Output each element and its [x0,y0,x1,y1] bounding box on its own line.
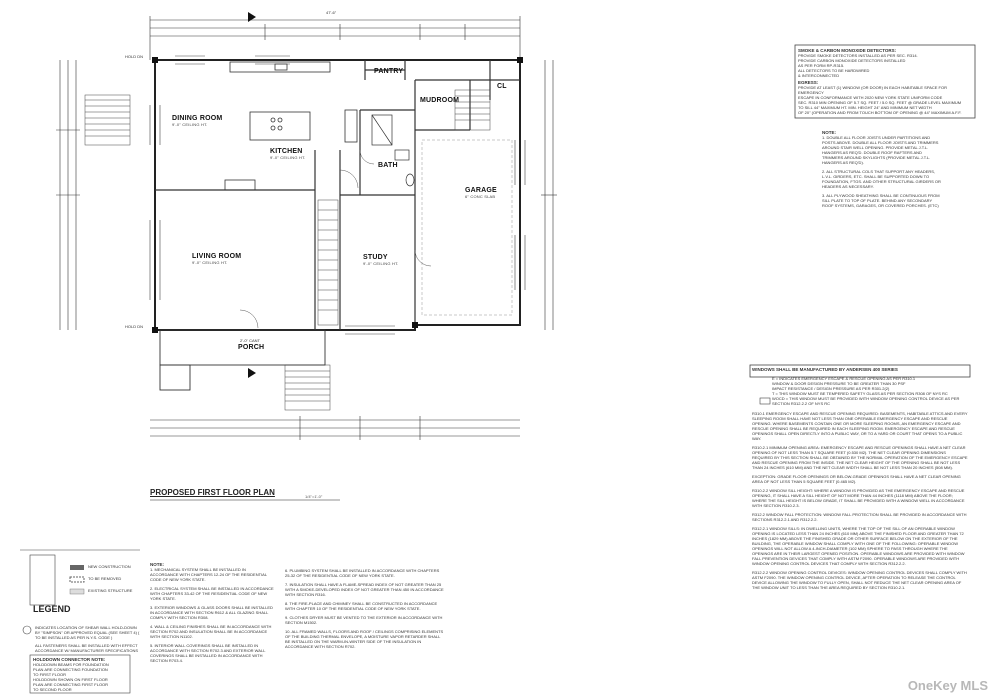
kitchen-fixtures [225,62,357,190]
legend-hold-note [35,625,140,653]
connector-note [33,657,128,692]
general-note-item: 5. INTERIOR WALL COVERINGS SHALL BE INSTALLED IN ACCORDANCE WITH SECTION R702.3 AND EXTERIOR WALL COVERINGS SHALL BE INSTALLED IN ACCORDANCE WITH SECTION R703.4. [150,643,266,663]
room-closet-label: CL [497,83,507,90]
room-bath [378,162,398,169]
porch-cant-note: 2'-0" CANT [240,338,260,343]
connector-line: PLAN ARE CONNECTING FIRST FLOOR [33,682,109,687]
connector-line: HOLDDOWN SHOWN ON FIRST FLOOR [33,677,108,682]
room-pantry-label: PANTRY [374,68,404,75]
general-notes-left [150,562,275,667]
hold-down-label-top: HOLD DN [125,54,144,59]
room-bath-label: BATH [378,162,398,169]
structural-notes [822,130,942,212]
egress-line: SEC. R310 MIN OPENING OF 5.7 SQ. FEET / 5.0 SQ. FEET @ GRADE LEVEL MAXIMUM [798,100,962,105]
general-note-item: 9. CLOTHES DRYER MUST BE VENTED TO THE EXTERIOR IN ACCORDANCE WITH SECTION M1502. [285,615,443,625]
legend-items [88,564,132,593]
room-kitchen [270,148,306,160]
windows-paragraph: R312.2.1 WINDOW SILLS: IN DWELLING UNITS, WHERE THE TOP OF THE SILL OF AN OPERABLE WINDOW OPENING IS LOCATED LESS THAN 24 INCHES (610 MM) ABOVE THE FINISHED FLOOR AND GREATER THAN 72 INCHES (1829 MM) ABOVE THE FINISHED GRADE OR OTHER SURFACE BELOW ON THE EXTERIOR OF THE BUILDING, THE OPERABLE WINDOW SHALL COMPLY WITH ONE OF THE FOLLOWING: OPERABLE WINDOW OPENINGS WILL NOT ALLOW A 4-INCH-DIAMETER (102 MM) SPHERE TO PASS THROUGH WHERE THE OPENINGS ARE IN THEIR LARGEST OPENED POSITION. OPERABLE WINDOWS ARE PROVIDED WITH WINDOW FALL PREVENTION DEVICES THAT COMPLY WITH ASTM F2090. OPERABLE WINDOWS ARE PROVIDED WITH WINDOW OPENING CONTROL DEVICES THAT COMPLY WITH SECTION R312.2.2. [752,526,965,566]
connector-line: TO FIRST FLOOR [33,672,66,677]
room-porch-label: PORCH [238,344,265,351]
legend-item-new: NEW CONSTRUCTION [88,564,131,569]
smoke-header: SMOKE & CARBON MONOXIDE DETECTORS: [798,48,897,53]
windows-legend-item: WINDOW & DOOR DESIGN PRESSURE TO BE GREATER THAN 30 PSF [772,381,906,386]
room-kitchen-ceiling: 9'-0" CEILING HT. [270,155,306,160]
room-living [192,253,241,265]
door-swings [240,150,431,328]
structural-note-item: 2. ALL STRUCTURAL COLS THAT SUPPORT ANY HEADERS, L.V.L. GIRDERS, ETC. SHALL BE SUPPORTED DOWN TO FOUNDATION, FTGS. AND OTHER STRUCTURAL GIRDERS OR HEADERS AS NECESSARY. [822,169,941,189]
connector-header: HOLDDOWN CONNECTOR NOTE: [33,657,106,662]
room-dining-ceiling: 9'-0" CEILING HT. [172,122,208,127]
windows-legend [752,376,968,406]
connector-line: PLAN ARE CONNECTING FOUNDATION [33,667,108,672]
general-note-item: 1. MECHANICAL SYSTEM SHALL BE INSTALLED IN ACCORDANCE WITH CHAPTERS 12-24 OF THE RESIDENTIAL CODE OF NEW YORK STATE. [150,567,267,582]
general-note-item: 7. INSULATION SHALL HAVE A FLAME-SPREAD INDEX OF NOT GREATER THAN 25 WITH A SMOKE-DEVELOPED INDEX OF NOT GREATER THAN 450 IN ACCORDANCE WITH SECTION R316. [285,582,444,597]
general-note-item: 8. THE FIRE-PLACE AND CHIMNEY SHALL BE CONSTRUCTED IN ACCORDANCE WITH CHAPTER 10 OF THE RESIDENTIAL CODE OF NEW YORK STATE. [285,601,438,611]
garage-slab-note: 6" CONC SLAB [465,194,496,199]
windows-legend-item: IMPACT RESISTANCE / DESIGN PRESSURE AS PER R301.2(2) [772,386,890,391]
connector-line: HOLDDOWN BEAMS FOR FOUNDATION [33,662,109,667]
egress-header: EGRESS: [798,80,819,85]
legend-item-existing: EXISTING STRUCTURE [88,588,133,593]
room-study-ceiling: 9'-0" CEILING HT. [363,261,399,266]
room-pantry [374,68,403,75]
porch-stairs [285,365,330,410]
smoke-detector-notes [798,48,973,115]
windows-legend-item: WOCD = THIS WINDOW MUST BE PROVIDED WITH WINDOW OPENING CONTROL DEVICE AS PER SECTION R312.2.2 OF NYS RC [772,396,960,406]
general-note-item: 10. ALL FRAMED WALLS, FLOORS AND ROOF / CEILINGS COMPRISING ELEMENTS OF THE BUILDING THERMAL ENVELOPE, A MOISTURE VAPOR RETARDER SHALL BE INSTALLED ON THE WARM-IN-WINTER SIDE OF THE INSULATION IN ACCORDANCE WITH SECTION R702. [285,629,444,649]
egress-line: TO SILL 44" MAXIMUM HT. MIN. HEIGHT 24" AND MINIMUM NET WIDTH [798,105,932,110]
windows-paragraphs [752,411,968,590]
windows-header: WINDOWS SHALL BE MANUFACTURED BY ANDERSEN 400 SERIES [752,367,898,372]
room-study-label: STUDY [363,254,388,261]
smoke-line: PROVIDE SMOKE DETECTORS INSTALLED AS PER SEC. R314. [798,53,918,58]
structural-note-item: 3. ALL PLYWOOD SHEATHING SHALL BE CONTINUOUS FROM SILL PLATE TO TOP OF PLATE. BEHIND ANY SECONDARY ROOF SYSTEMS, GARAGES, OR COVERED PORCHES. (ETC) [822,193,940,208]
room-porch [238,344,264,351]
smoke-line: & INTERCONNECTED [798,73,840,78]
general-note-item: 4. WALL & CEILING FINISHES SHALL BE IN ACCORDANCE WITH SECTION R702 AND INSULATION SHALL BE IN ACCORDANCE WITH SECTION N1102. [150,624,272,639]
smoke-line: ALL DETECTORS TO BE HARDWIRED [798,68,870,73]
room-closet [497,83,507,90]
room-garage-label: GARAGE [465,187,497,194]
room-living-label: LIVING ROOM [192,253,242,260]
interior-stairs [318,200,338,325]
windows-paragraph: R310.2.1 MINIMUM OPENING AREA: EMERGENCY ESCAPE AND RESCUE OPENINGS SHALL HAVE A NET CLEAR OPENING OF NOT LESS THAN 5.7 SQUARE FEET (0.530 M2). THE NET CLEAR OPENING DIMENSIONS REQUIRED BY THIS SECTION SHALL BE OBTAINED BY THE NORMAL OPERATION OF THE EMERGENCY ESCAPE AND RESCUE OPENING FROM THE INSIDE. THE NET CLEAR HEIGHT OF THE OPENING SHALL BE NOT LESS THAN 24 INCHES (610 MM) AND THE NET CLEAR WIDTH SHALL BE NOT LESS THAN 20 INCHES (508 MM). [752,445,968,470]
windows-paragraph: R312.2 WINDOW FALL PROTECTION: WINDOW FALL PROTECTION SHALL BE PROVIDED IN ACCORDANCE WITH SECTIONS R312.2.1 AND R312.2.2. [752,512,967,522]
connector-line: TO SECOND FLOOR [33,687,72,692]
room-living-ceiling: 9'-0" CEILING HT. [192,260,228,265]
hold-down-label-bottom: HOLD DN [125,324,144,329]
windows-paragraph: R312.2.2 WINDOW OPENING CONTROL DEVICES: WINDOW OPENING CONTROL DEVICES SHALL COMPLY WITH ASTM F2090. THE WINDOW OPENING CONTROL DEVICE, AFTER OPERATION TO RELEASE THE CONTROL DEVICE ALLOWING THE WINDOW TO FULLY OPEN, SHALL NOT REDUCE THE NET CLEAR OPENING AREA OF THE WINDOW UNIT TO LESS THAN THE AREA REQUIRED BY SECTION R310.2.1. [752,570,967,590]
legend-item-remove: TO BE REMOVED [88,576,122,581]
watermark-logo: OneKey MLS [907,678,988,693]
egress-line: OF 20" (OPERATION AND FROM TOUCH BOTTOM OF OPENING @ 44" MAXIMUM A.F.F. [798,110,962,115]
garage-hatch [422,140,512,315]
egress-line: PROVIDE AT LEAST (1) WINDOW (OR DOOR) IN EACH HABITABLE SPACE FOR EMERGENCY [798,85,947,95]
room-dining [172,115,222,127]
general-notes-right [285,568,445,653]
windows-notes [752,367,968,594]
egress-line: ESCAPE IN CONFORMANCE WITH 2020 NEW YORK STATE UNIFORM CODE [798,95,943,100]
windows-legend-item: E = INDICATES EMERGENCY ESCAPE & RESCUE OPENING AS PER R310.1 [772,376,916,381]
windows-paragraph: R310.1 EMERGENCY ESCAPE AND RESCUE OPENING REQUIRED: BASEMENTS, HABITABLE ATTICS AND EVERY SLEEPING ROOM SHALL HAVE NOT LESS THAN ONE OPERABLE EMERGENCY ESCAPE AND RESCUE OPENING. WHERE BASEMENTS CONTAIN ONE OR MORE SLEEPING ROOMS, AN EMERGENCY ESCAPE AND RESCUE OPENING SHALL BE REQUIRED IN EACH SLEEPING ROOM. EMERGENCY ESCAPE AND RESCUE OPENINGS SHALL OPEN DIRECTLY INTO A PUBLIC WAY, OR TO A YARD OR COURT THAT OPENS TO A PUBLIC WAY. [752,411,968,441]
room-study [363,254,399,266]
windows-paragraph: EXCEPTION: GRADE FLOOR OPENINGS OR BELOW-GRADE OPENINGS SHALL HAVE A NET CLEAR OPENING AREA OF NOT LESS THAN 5 SQUARE FEET (0.465 M2). [752,474,961,484]
hold-down-description: INDICATES LOCATION OF SHEAR WALL HOLD-DOWN BY "SIMPSON" OR APPROVED EQUAL (SEE SHEET 4) ( TO BE INSTALLED AS PER N.Y.S. CODE ) [35,625,140,640]
section-markers [248,12,256,378]
plan-scale: 1/4"=1'-0" [305,494,323,499]
exterior-stairs-right [455,90,490,130]
general-notes-header: NOTE: [150,562,164,567]
general-note-item: 6. PLUMBING SYSTEM SHALL BE INSTALLED IN ACCORDANCE WITH CHAPTERS 25-32 OF THE RESIDENTIAL CODE OF NEW YORK STATE. [285,568,440,578]
room-dining-label: DINING ROOM [172,115,223,122]
structural-note-item: 1. DOUBLE ALL FLOOR JOISTS UNDER PARTITIONS AND POSTS ABOVE. DOUBLE ALL FLOOR JOISTS AND TRIMMERS AROUND STAIR WELL OPENING. PROVIDE METAL J.T.L. HANGERS AS REQ'D. DOUBLE ROOF RAFTERS AND TRIMMERS AROUND SKYLIGHTS (PROVIDE METAL J.T.L. HANGERS AS REQ'D). [822,135,939,165]
smoke-line: AS PER FORM RP-R315. [798,63,845,68]
exterior-stairs-left [85,95,130,145]
bath-fixtures [372,115,414,186]
room-garage [465,187,497,199]
room-mudroom [420,97,459,104]
general-note-item: 2. ELECTRICAL SYSTEM SHALL BE INSTALLED IN ACCORDANCE WITH CHAPTERS 33-42 OF THE RESIDENTIAL CODE OF NEW YORK STATE. [150,586,274,601]
fastener-description: ALL FASTENERS SHALL BE INSTALLED WITH EFFECT ACCORDANCE W/ MANUFACTURER SPECIFICATIONS [35,643,139,653]
windows-legend-item: T = THIS WINDOW MUST BE TEMPERED SAFETY GLASS AS PER SECTION R308 OF NYS RC [772,391,948,396]
plan-title: PROPOSED FIRST FLOOR PLAN [150,488,275,497]
room-kitchen-label: KITCHEN [270,148,303,155]
legend-title: LEGEND [33,604,71,614]
room-mudroom-label: MUDROOM [420,97,460,104]
structural-notes-header: NOTE: [822,130,836,135]
general-note-item: 3. EXTERIOR WINDOWS & GLASS DOORS SHALL BE INSTALLED IN ACCORDANCE WITH SECTION R612 & ALL GLAZING SHALL COMPLY WITH SECTION R308. [150,605,273,620]
smoke-line: PROVIDE CARBON MONOXIDE DETECTORS INSTALLED [798,58,906,63]
windows-paragraph: R310.2.2 WINDOW SILL HEIGHT: WHERE A WINDOW IS PROVIDED AS THE EMERGENCY ESCAPE AND RESCUE OPENING, IT SHALL HAVE A SILL HEIGHT OF NOT MORE THAN 44 INCHES (1118 MM) ABOVE THE FLOOR; WHERE THE SILL HEIGHT IS BELOW GRADE, IT SHALL BE PROVIDED WITH A WINDOW WELL IN ACCORDANCE WITH SECTION R310.2.3. [752,488,965,508]
overall-width-dimension: 47'-6" [326,10,337,15]
